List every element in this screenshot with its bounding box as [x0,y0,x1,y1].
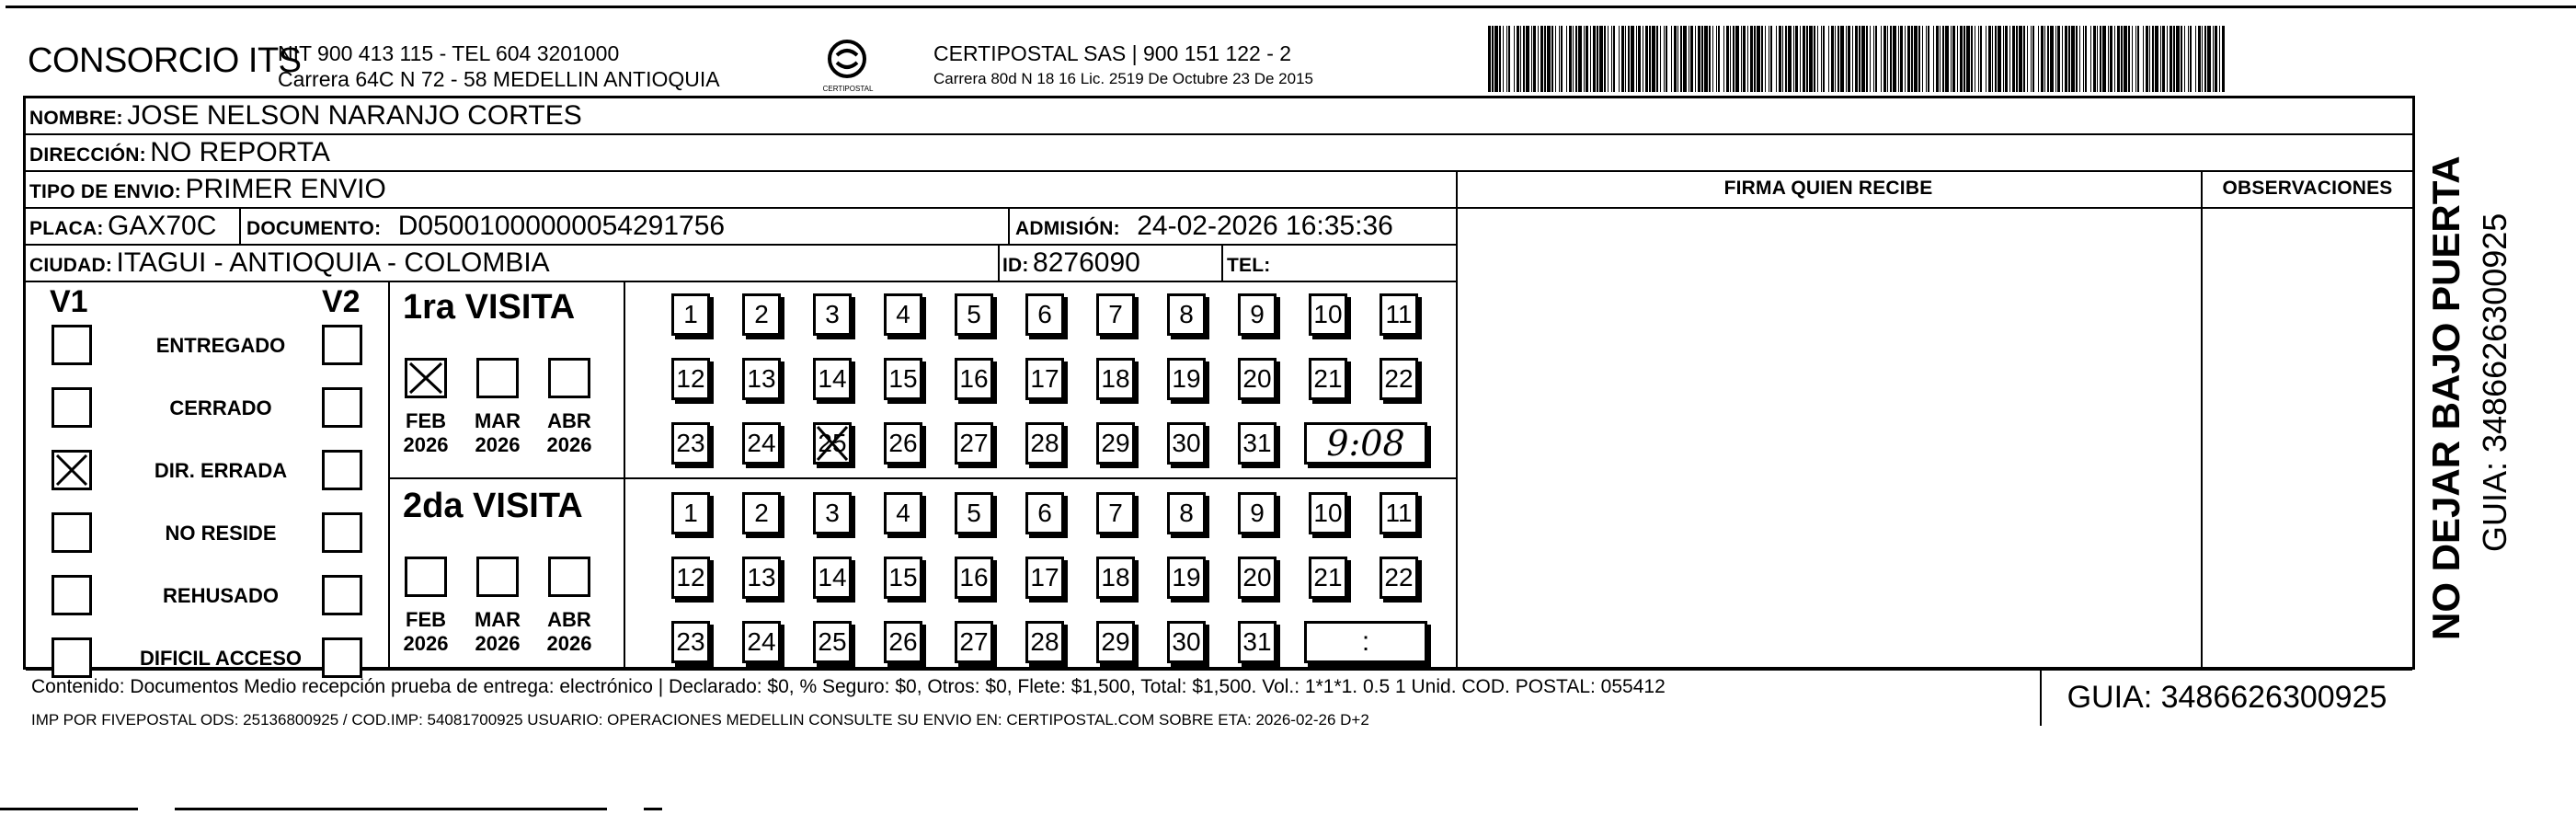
day-box[interactable]: 17 [1025,557,1064,599]
day-box[interactable]: 8 [1167,293,1206,336]
day-box[interactable]: 26 [884,621,922,663]
month-year: 2026 [403,632,449,655]
admision-row [1015,211,1393,242]
day-box[interactable]: 6 [1025,492,1064,534]
certipostal-license: Carrera 80d N 18 16 Lic. 2519 De Octubre 23 De 2015 [933,70,1313,87]
v2-checkbox[interactable] [322,512,362,553]
month-label [465,409,530,457]
day-box[interactable]: 14 [813,358,852,400]
status-label: CERRADO [169,396,272,419]
day-box[interactable]: 31 [1238,422,1277,465]
bottom-mark [644,808,662,810]
direccion-value: NO REPORTA [150,137,330,167]
day-box[interactable]: 22 [1380,557,1418,599]
documento-label: DOCUMENTO: [246,218,382,239]
day-box[interactable]: 19 [1167,358,1206,400]
nombre-row [29,100,582,132]
tipo-value: PRIMER ENVIO [185,174,386,204]
day-box[interactable]: 10 [1309,492,1347,534]
day-box[interactable]: 25 [813,422,852,465]
day-box[interactable]: 19 [1167,557,1206,599]
day-box[interactable]: 20 [1238,358,1277,400]
day-box[interactable]: 22 [1380,358,1418,400]
day-box[interactable]: 13 [742,358,781,400]
month-checkbox[interactable] [405,557,447,597]
month-year: 2026 [546,632,592,655]
day-box[interactable]: 11 [1380,293,1418,336]
month-year: 2026 [403,433,449,456]
month-label [465,608,530,656]
v1-checkbox[interactable] [52,387,92,428]
month-year: 2026 [546,433,592,456]
day-box[interactable]: 1 [671,293,710,336]
day-box[interactable]: 18 [1096,557,1135,599]
day-box[interactable]: 5 [955,492,993,534]
day-box[interactable]: 23 [671,621,710,663]
nombre-label: NOMBRE: [29,108,123,129]
day-box[interactable]: 12 [671,557,710,599]
status-label: ENTREGADO [155,334,286,357]
month-name: ABR [547,409,591,432]
day-box[interactable]: 2 [742,293,781,336]
documento-value: D05001000000054291756 [397,211,726,241]
tipo-row [29,174,386,205]
day-box[interactable]: 11 [1380,492,1418,534]
day-box[interactable]: 23 [671,422,710,465]
month-name: MAR [474,409,521,432]
month-name: FEB [406,608,446,631]
day-box[interactable]: 16 [955,358,993,400]
tel-row [1227,247,1270,279]
v1-checkbox[interactable] [52,637,92,678]
day-box[interactable]: 14 [813,557,852,599]
month-label [537,409,601,457]
placa-label: PLACA: [29,218,104,239]
v2-checkbox[interactable] [322,325,362,365]
day-box[interactable]: 20 [1238,557,1277,599]
certipostal-line: CERTIPOSTAL SAS | 900 151 122 - 2 [933,41,1292,65]
tipo-label: TIPO DE ENVIO: [29,181,181,202]
v2-checkbox[interactable] [322,387,362,428]
ciudad-row [29,247,550,279]
day-box[interactable]: 30 [1167,422,1206,465]
month-checkbox[interactable] [548,358,590,398]
time-box[interactable]: 9:08 [1304,422,1427,465]
v2-label: V2 [322,284,361,319]
day-box[interactable]: 6 [1025,293,1064,336]
day-box[interactable]: 27 [955,422,993,465]
v1-checkbox[interactable] [52,512,92,553]
day-box[interactable]: 25 [813,621,852,663]
month-label [394,409,458,457]
side-warning: NO DEJAR BAJO PUERTA [2424,155,2467,640]
direccion-row [29,137,330,168]
day-box[interactable]: 13 [742,557,781,599]
month-label [394,608,458,656]
ciudad-label: CIUDAD: [29,255,113,276]
day-box[interactable]: 12 [671,358,710,400]
status-label: NO RESIDE [165,522,277,545]
logo-text: CERTIPOSTAL [822,85,874,93]
day-box[interactable]: 27 [955,621,993,663]
status-label: DIFICIL ACCESO [139,647,302,670]
v1-label: V1 [50,284,88,319]
id-row [1002,247,1140,279]
ciudad-value: ITAGUI - ANTIOQUIA - COLOMBIA [116,247,550,278]
placa-row [29,211,216,242]
firma-header: FIRMA QUIEN RECIBE [1723,178,1933,199]
first-visit-title: 1ra VISITA [403,288,576,327]
day-box[interactable]: 7 [1096,492,1135,534]
month-name: ABR [547,608,591,631]
barcode [1488,26,2224,92]
day-box[interactable]: 3 [813,293,852,336]
day-box[interactable]: 30 [1167,621,1206,663]
month-label [537,608,601,656]
month-name: MAR [474,608,521,631]
day-box[interactable]: 26 [884,422,922,465]
id-value: 8276090 [1033,247,1140,278]
v2-checkbox[interactable] [322,450,362,490]
day-box[interactable]: 18 [1096,358,1135,400]
day-box[interactable]: 17 [1025,358,1064,400]
documento-row [246,211,725,242]
day-box[interactable]: 4 [884,293,922,336]
day-box[interactable]: 7 [1096,293,1135,336]
day-box[interactable]: 3 [813,492,852,534]
day-box[interactable]: 9 [1238,293,1277,336]
month-name: FEB [406,409,446,432]
side-guia: GUIA: 3486626300925 [2476,212,2513,552]
day-box[interactable]: 16 [955,557,993,599]
admision-label: ADMISIÓN: [1015,218,1120,239]
tel-label: TEL: [1227,255,1271,276]
day-box[interactable]: 5 [955,293,993,336]
second-visit-title: 2da VISITA [403,487,583,525]
day-box[interactable]: 4 [884,492,922,534]
day-box[interactable]: 1 [671,492,710,534]
placa-value: GAX70C [107,211,217,241]
month-checkbox[interactable] [476,557,519,597]
id-label: ID: [1002,255,1029,276]
day-box[interactable]: 9 [1238,492,1277,534]
month-year: 2026 [475,433,521,456]
direccion-label: DIRECCIÓN: [29,144,146,166]
day-box[interactable]: 29 [1096,422,1135,465]
time-box[interactable]: : [1304,621,1427,663]
certipostal-info [933,40,1313,92]
month-year: 2026 [475,632,521,655]
day-box[interactable]: 15 [884,358,922,400]
nombre-value: JOSE NELSON NARANJO CORTES [127,100,582,131]
month-checkbox[interactable] [548,557,590,597]
status-label: DIR. ERRADA [154,459,288,482]
v2-checkbox[interactable] [322,575,362,615]
nit-line: NIT 900 413 115 - TEL 604 3201000 [278,41,620,65]
day-box[interactable]: 15 [884,557,922,599]
delivery-form [23,96,2415,729]
bottom-mark [175,808,607,810]
imp-text: IMP POR FIVEPOSTAL ODS: 25136800925 / COD.IMP: 54081700925 USUARIO: OPERACIONES MEDELLIN CONSULTE SU ENVIO EN: CERTIPOSTAL.COM SOBRE ETA: 2026-02-26 D+2 [31,711,1369,729]
day-box[interactable]: 21 [1309,557,1347,599]
day-box[interactable]: 28 [1025,621,1064,663]
v1-checkbox[interactable] [52,575,92,615]
certipostal-logo-icon [815,37,879,92]
v1-checkbox[interactable] [52,450,92,490]
day-box[interactable]: 21 [1309,358,1347,400]
month-checkbox[interactable] [476,358,519,398]
v1-checkbox[interactable] [52,325,92,365]
bottom-mark [0,808,138,810]
day-box[interactable]: 10 [1309,293,1347,336]
company-info [278,40,720,92]
contenido-text: Contenido: Documentos Medio recepción prueba de entrega: electrónico | Declarado: $0, % Seguro: $0, Otros: $0, Flete: $1,500, Total: $1,500. Vol.: 1*1*1. 0.5 1 Unid. COD. POSTAL: 055412 [31,676,1666,697]
address-line: Carrera 64C N 72 - 58 MEDELLIN ANTIOQUIA [278,67,720,91]
month-checkbox[interactable] [405,358,447,398]
day-box[interactable]: 2 [742,492,781,534]
day-box[interactable]: 28 [1025,422,1064,465]
guia-footer: GUIA: 3486626300925 [2040,669,2412,726]
day-box[interactable]: 8 [1167,492,1206,534]
day-box[interactable]: 31 [1238,621,1277,663]
day-box[interactable]: 24 [742,621,781,663]
day-box[interactable]: 24 [742,422,781,465]
status-label: REHUSADO [163,584,279,607]
company-name: CONSORCIO ITS [28,41,302,80]
top-edge-mark [6,6,2576,18]
observaciones-header: OBSERVACIONES [2222,178,2393,199]
v2-checkbox[interactable] [322,637,362,678]
day-box[interactable]: 29 [1096,621,1135,663]
admision-value: 24-02-2026 16:35:36 [1137,211,1393,241]
